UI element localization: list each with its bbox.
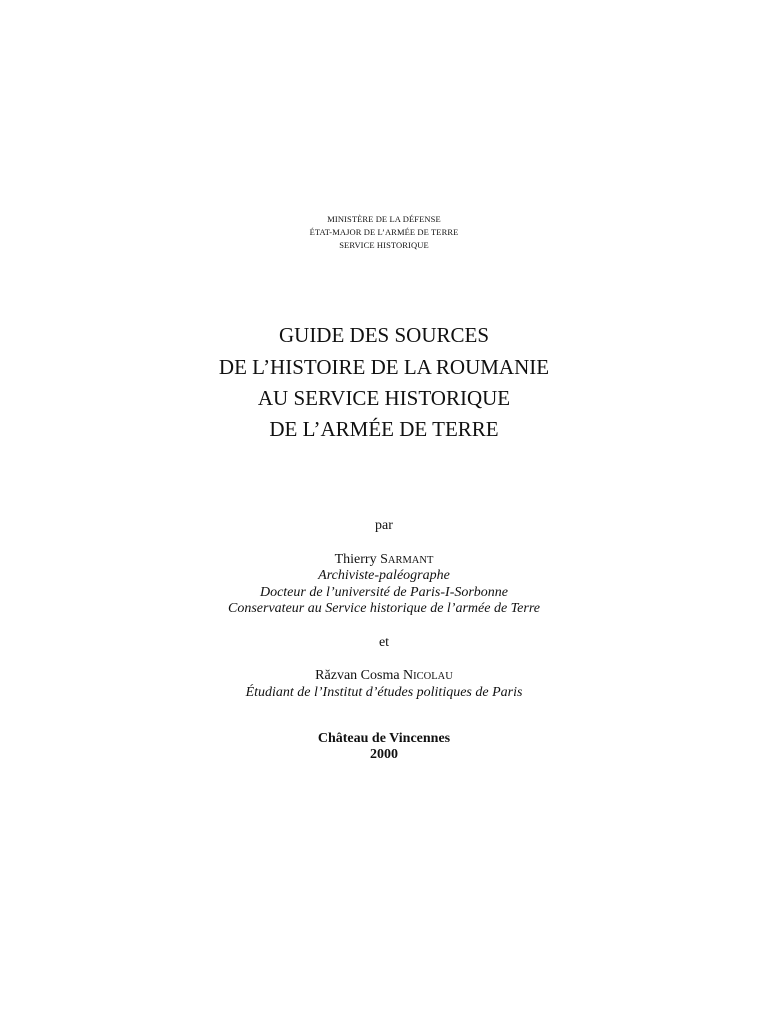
document-title-line-2: DE L’HISTOIRE DE LA ROUMANIE bbox=[218, 355, 550, 379]
document-title-line-3: AU SERVICE HISTORIQUE bbox=[257, 386, 511, 410]
author-1-name bbox=[0, 552, 768, 569]
and-label: et bbox=[378, 635, 390, 650]
author-1-first-name: Thierry S bbox=[334, 552, 388, 567]
by-label: par bbox=[375, 518, 393, 533]
publication-place: Château de Vincennes bbox=[317, 731, 451, 746]
author-1-last-name: ARMANT bbox=[387, 555, 434, 566]
author-1-role-1: Archiviste-paléographe bbox=[318, 568, 450, 583]
document-title-line-4: DE L’ARMÉE DE TERRE bbox=[269, 417, 499, 441]
author-2-role-1: Étudiant de l’Institut d’études politiques de Paris bbox=[245, 685, 523, 700]
ministry-name: MINISTÈRE DE LA DÉFENSE bbox=[327, 214, 441, 224]
author-2-name bbox=[0, 668, 768, 685]
author-1-role-2: Docteur de l’université de Paris-I-Sorbonne bbox=[259, 585, 509, 600]
author-2-first-name: Răzvan Cosma N bbox=[315, 668, 414, 683]
service-name: SERVICE HISTORIQUE bbox=[339, 240, 429, 250]
document-title-line-1: GUIDE DES SOURCES bbox=[278, 323, 490, 347]
author-2-last-name: ICOLAU bbox=[413, 671, 453, 682]
staff-name: ÉTAT-MAJOR DE L’ARMÉE DE TERRE bbox=[309, 227, 459, 237]
publication-year: 2000 bbox=[370, 747, 398, 762]
author-1-role-3: Conservateur au Service historique de l’armée de Terre bbox=[228, 601, 540, 616]
